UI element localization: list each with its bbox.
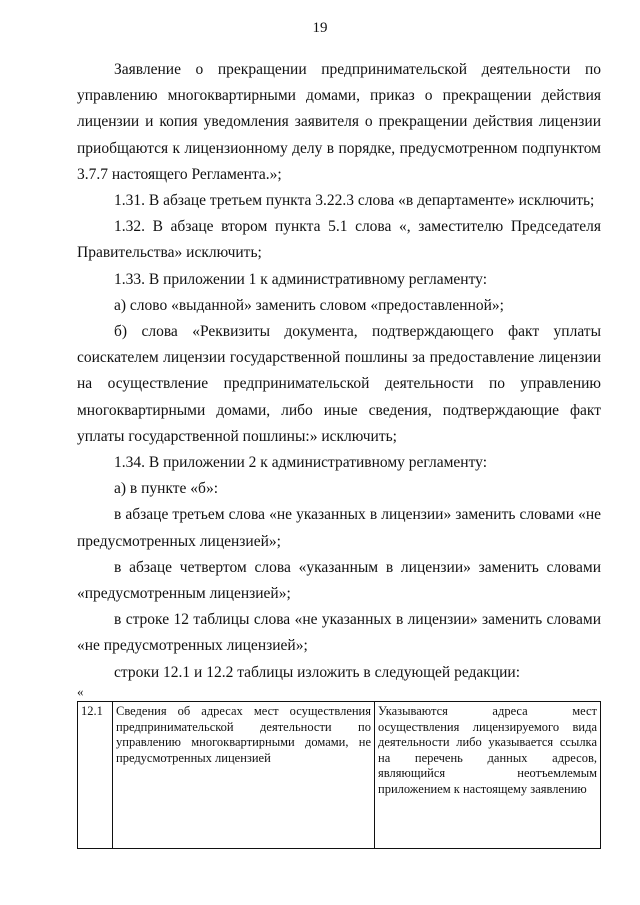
table-row: [78, 702, 601, 849]
paragraph-1-32: 1.32. В абзаце втором пункта 5.1 слова «, заместителю Председателя Правительства» исключить;: [77, 218, 601, 262]
row-name-cell: Сведения об адресах мест осуществления предпринимательской деятельности по управлению многоквартирными домами, не предусмотренных лицензией: [113, 702, 375, 849]
page-number: 19: [312, 20, 328, 36]
paragraph-1-33-b: б) слова «Реквизиты документа, подтверждающего факт уплаты соискателем лицензии государственной пошлины за предоставление лицензии на осуществление предпринимательской деятельности по управлению многоквартирными домами, либо иные сведения, подтверждающие факт уплаты государственной пошлины:» исключить;: [77, 323, 601, 445]
paragraph-license-termination: Заявление о прекращении предпринимательской деятельности по управлению многоквартирными домами, приказ о прекращении действия лицензии и копия уведомления заявителя о прекращении действия лицензии приобщаются к лицензионному делу в порядке, предусмотренном подпунктом 3.7.7 настоящего Регламента.»;: [77, 61, 601, 183]
paragraph-abzac-third: в абзаце третьем слова «не указанных в лицензии» заменить словами «не предусмотренных лицензией»;: [77, 506, 601, 550]
row-description-cell: Указываются адреса мест осуществления лицензируемого вида деятельности либо указывается ссылка на перечень данных адресов, являющийся неотъемлемым приложением к настоящему заявлению: [375, 702, 601, 849]
paragraph-row-12: в строке 12 таблицы слова «не указанных в лицензии» заменить словами «не предусмотренных лицензией»;: [77, 611, 601, 655]
paragraph-abzac-fourth: в абзаце четвертом слова «указанным в лицензии» заменить словами «предусмотренным лицензией»;: [77, 558, 601, 603]
document-body: [77, 57, 601, 686]
opening-quote-mark: «: [77, 684, 84, 699]
paragraph-1-34-a: а) в пункте «б»:: [114, 480, 218, 498]
paragraph-1-33-a: а) слово «выданной» заменить словом «предоставленной»;: [114, 296, 504, 314]
paragraph-1-31: 1.31. В абзаце третьем пункта 3.22.3 слова «в департаменте» исключить;: [114, 192, 595, 210]
paragraph-1-33: 1.33. В приложении 1 к административному регламенту:: [114, 270, 488, 288]
amendment-table: [77, 701, 601, 849]
row-number-cell: 12.1: [78, 702, 113, 849]
paragraph-1-34: 1.34. В приложении 2 к административному регламенту:: [114, 454, 488, 472]
paragraph-rows-12-1-12-2: строки 12.1 и 12.2 таблицы изложить в следующей редакции:: [114, 663, 521, 681]
